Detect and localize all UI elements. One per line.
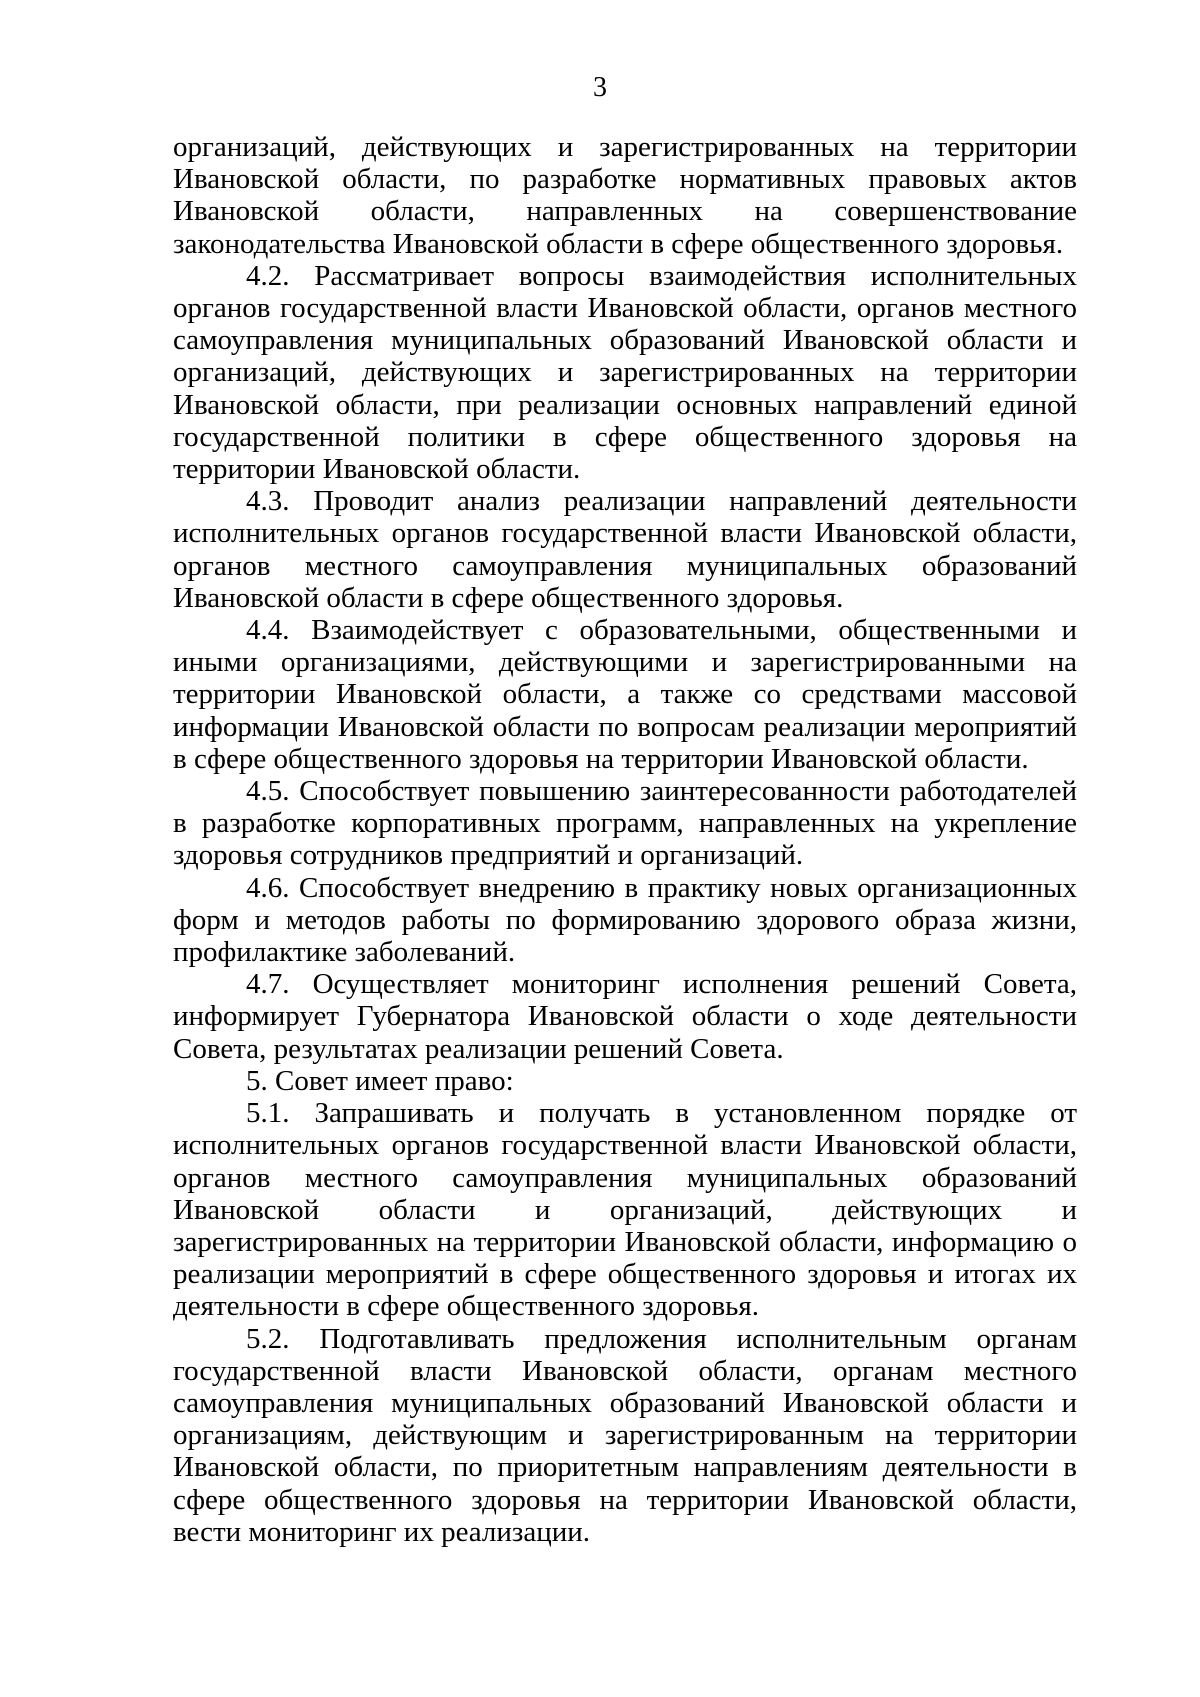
paragraph-continuation: организаций, действующих и зарегистрированных на территории Ивановской области, по разработке нормативных правовых актов Ивановской области, направленных на совершенствование законодательства Ивановской области в сфере общественного здоровья. [173,131,1077,260]
paragraph-4-6: 4.6. Способствует внедрению в практику новых организационных форм и методов работы по формированию здорового образа жизни, профилактике заболеваний. [173,871,1077,969]
paragraph-4-4: 4.4. Взаимодействует с образовательными, общественными и иными организациями, действующими и зарегистрированными на территории Ивановской области, а также со средствами массовой информации Ивановской области по вопросам реализации мероприятий в сфере общественного здоровья на территории Ивановской области. [173,614,1077,775]
paragraph-4-5: 4.5. Способствует повышению заинтересованности работодателей в разработке корпоративных программ, направленных на укрепление здоровья сотрудников предприятий и организаций. [173,775,1077,872]
paragraph-5: 5. Совет имеет право: [246,1064,514,1097]
document-body [173,131,1077,1548]
paragraph-4-2: 4.2. Рассматривает вопросы взаимодействия исполнительных органов государственной власти Ивановской области, органов местного самоуправления муниципальных образований Ивановской области и организаций, действующих и зарегистрированных на территории Ивановской области, при реализации основных направлений единой государственной политики в сфере общественного здоровья на территории Ивановской области. [173,259,1077,486]
paragraph-4-7: 4.7. Осуществляет мониторинг исполнения решений Совета, информирует Губернатора Ивановской области о ходе деятельности Совета, результатах реализации решений Совета. [173,968,1077,1065]
page-number: 3 [593,72,607,103]
paragraph-4-3: 4.3. Проводит анализ реализации направлений деятельности исполнительных органов государственной власти Ивановской области, органов местного самоуправления муниципальных образований Ивановской области в сфере общественного здоровья. [173,485,1077,614]
paragraph-5-2: 5.2. Подготавливать предложения исполнительным органам государственной власти Ивановской области, органам местного самоуправления муниципальных образований Ивановской области и организациям, действующим и зарегистрированным на территории Ивановской области, по приоритетным направлениям деятельности в сфере общественного здоровья на территории Ивановской области, вести мониторинг их реализации. [173,1322,1077,1548]
paragraph-5-1: 5.1. Запрашивать и получать в установленном порядке от исполнительных органов государственной власти Ивановской области, органов местного самоуправления муниципальных образований Ивановской области и организаций, действующих и зарегистрированных на территории Ивановской области, информацию о реализации мероприятий в сфере общественного здоровья и итогах их деятельности в сфере общественного здоровья. [173,1097,1077,1323]
